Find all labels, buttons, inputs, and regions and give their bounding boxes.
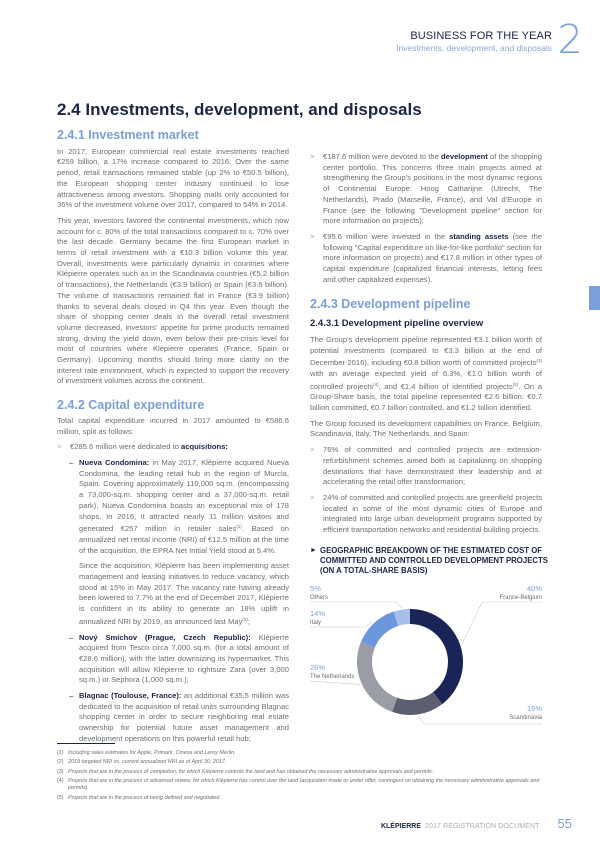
paragraph: This year, investors favored the continental investments, which now account for c. 80% of the total transactions compared to c. 70% over the last decade. Germany became the first European market in terms of retail investment with a €10.3 billion volume this year. Overall, investments were particularly dynamic in countries where Klépierre operates such as in the Scandinavia countries (€5.2 billion of transactions), the Netherlands (€3.9 billion) or Spain (€3.6 billion). The volume of transactions remained flat in France (€3.9 billion) thanks to several deals closed in Q4 this year. Even though the share of shopping center deals in the overall retail investment volume decreased, investors' appetite for prime products remained strong, driving the yield down, even below their pre-crisis level for most of countries where Klépierre operates (France, Spain or Germany). Upcoming months should bring more clarity on the interest rate environment, which is expected to support the recovery of investment volumes across the continent.	[57, 215, 289, 386]
bullet-marker: >	[57, 442, 62, 452]
bullet-development: > €187.6 million were devoted to the development of the shopping center portfolio. This concerns three main projects aimed at strengthening the Group's positions in the most dynamic regions of Continental Europe: Hoog Catharijne (Utrecht, The Netherlands), Prado (Marseille, France), and Val d'Europe in France (see the following "Development pipeline" section for more information on projects);	[310, 152, 542, 226]
donut-slice-scandinavia	[392, 692, 442, 715]
footnote-ref[interactable]: (4)	[373, 381, 379, 387]
footnote-item	[57, 750, 552, 757]
footnote-number: (4)	[57, 778, 64, 785]
footnote-number: (2)	[57, 759, 64, 766]
footer-brand: KLÉPIERRE	[380, 823, 422, 830]
footnote-item	[57, 769, 552, 776]
dash-marker: –	[69, 691, 74, 701]
bullet-greenfield-projects: > 24% of committed and controlled projects are greenfield projects located in some of the most dynamic cities of Europe and integrated into large urban development programs supported by efficient transportation networks and residential building projects.	[310, 492, 542, 535]
heading-development-pipeline: 2.4.3 Development pipeline	[310, 297, 471, 312]
footnote-ref[interactable]: (3)	[536, 358, 542, 364]
page-number: 55	[557, 816, 572, 831]
page-footer	[381, 816, 572, 831]
donut-slice-italy	[361, 612, 398, 648]
footnote-divider	[57, 743, 115, 744]
chapter-number: 2	[557, 17, 583, 63]
footer-document-title: 2017 REGISTRATION DOCUMENT	[425, 823, 540, 830]
paragraph: Total capital expenditure incurred in 2017 amounted to €586.6 million, split as follows:	[57, 415, 289, 436]
leader-line-france-belgium	[462, 602, 542, 644]
chart-title: ► GEOGRAPHIC BREAKDOWN OF THE ESTIMATED COST OF COMMITTED AND CONTROLLED DEVELOPMENT PROJECTS (ON A TOTAL-SHARE BASIS)	[310, 546, 548, 575]
bullet-marker: >	[310, 231, 315, 241]
footnote-ref[interactable]: (5)	[512, 381, 519, 387]
dash-marker: –	[69, 457, 74, 467]
bullet-marker: >	[310, 152, 315, 161]
footnote-number: (1)	[57, 750, 64, 756]
sub-bullet-nueva-condomina: – Nueva Condomina: in May 2017, Klépierre acquired Nueva Condomina, the leading retail hub in the region of Murcia, Spain. Covering approximately 110,000 sq.m. (encompassing a 73,000-sq.m. shopping center and a 37,000-sq.m. retail park), Nueva Condomina boasts an exceptional mix of 178 shops. In 2016, it attracted nearly 11 million visitors and generated €257 million in retailer sales$^{(1)}$. Based on annualized net rental income (NRI) of €12.5 million at the time of the acquisition, the EPRA Net Initial Yield stood at 5.4%.	[69, 457, 290, 555]
section-title: 2.4 Investments, development, and disposals	[57, 100, 422, 119]
footnote-item	[57, 795, 552, 802]
footnote-text: Including sales estimates for Apple, Primark, Cinesa and Leroy Merlin.	[68, 750, 236, 756]
donut-chart	[310, 584, 542, 734]
footnote-item	[57, 759, 552, 766]
footnote-text: 2019 targeted NRI vs. current annualized NRI as of April 30, 2017.	[68, 759, 227, 766]
sub-bullet-novy-smichov: – Nový Smíchov (Prague, Czech Republic): Klépierre acquired from Tesco circa 7,000 sq.m. (for a total amount of €28.6 million), with the latter downsizing its hypermarket. This acquisition will allow Klépierre to rightsize Zara (over 3,000 sq.m.) or Sephora (1,000 sq.m.);	[69, 632, 290, 685]
footnote-text: Projects that are in the process of completion, for which Klépierre controls the land and has obtained the necessary administrative approvals and permits.	[68, 768, 434, 775]
paragraph: The Group focused its development capabilities on France, Belgium, Scandinavia, Italy, The Netherlands, and Spain:	[310, 418, 542, 439]
dash-marker: –	[69, 632, 74, 642]
bullet-acquisitions: > €285.6 million were dedicated to acquisitions:	[57, 442, 228, 452]
footnote-number: (5)	[57, 794, 64, 801]
leader-line-others	[310, 602, 401, 608]
right-column	[310, 152, 542, 541]
running-header	[396, 30, 552, 53]
bullet-marker: >	[310, 445, 315, 455]
leader-line-the-netherlands	[310, 681, 360, 684]
label-italy: 14% Italy	[310, 609, 326, 626]
paragraph: In 2017, European commercial real estate investments reached €259 billion, a 17% increase compared to 2016. Over the same period, retail transactions remained stable (up 2% to €50.5 billion), the European shopping center industry continued to lose attractiveness among investors. Shopping malls only accounted for 36% of the investment volume over 2017, compared to 54% in 2014.	[57, 146, 289, 210]
sub-bullet-blagnac: – Blagnac (Toulouse, France): an additional €35.5 million was dedicated to the acquisition of retail units surrounding Blagnac shopping center in order to secure neighboring real estate ownership for potential future asset management and development operations on this powerful retail hub;	[69, 691, 289, 743]
subheading-pipeline-overview: 2.4.3.1 Development pipeline overview	[310, 318, 484, 330]
bullet-marker: >	[310, 492, 315, 502]
label-others: 5% Others	[310, 584, 329, 601]
footnote-ref[interactable]: (1)	[236, 524, 242, 530]
paragraph: Since the acquisition, Klépierre has been implementing asset management and leasing initiatives to reduce vacancy, which stood at 15% in May 2017. The vacancy rate having already been lowered to 7.7% at the end of December 2017, Klépierre is confident in its ability to generate an 18% uplift in annualized NRI by 2019, as announced last May$^{(2)}$;	[79, 561, 289, 626]
left-column	[57, 130, 289, 750]
donut-slice-france-belgium	[410, 609, 463, 704]
label-france-belgium: 40% France-Belgium	[499, 584, 542, 601]
footnotes	[57, 750, 552, 804]
footnote-text: Projects that are in the process of advanced review, for which Klépierre has control over the land (acquisition made or under offer, contingent on obtaining the necessary administrative approvals and permits).	[68, 778, 540, 792]
heading-investment-market: 2.4.1 Investment market	[57, 128, 199, 142]
chapter-tab-marker	[589, 286, 600, 310]
paragraph: The Group's development pipeline represented €3.1 billion worth of potential investments (compared to €3.3 billion at the end of December 2016), including €0.8 billion worth of committed projects$^{(3)}$ with an average expected yield of 6.3%, €1.0 billion worth of controlled projects$^{(4)}$, and €1.4 billion of identified projects$^{(5)}$. On a Group-Share basis, the total pipeline represented €2.6 billion: €0.7 billion committed, €0.7 billion controlled, and €1.2 billion identified.	[310, 334, 542, 413]
donut-chart-svg	[310, 584, 542, 734]
footnote-number: (3)	[57, 768, 64, 775]
triangle-marker-icon: ►	[310, 547, 317, 554]
bullet-standing-assets: > €95.6 million were invested in the standing assets (see the following "Capital expenditure on like-for-like portfolio" section for more information on projects) and €17.8 million in other types of capital expenditure (capitalized financial interests, letting fees and other capitalized expenses).	[310, 231, 542, 284]
footnote-ref[interactable]: (2)	[242, 616, 248, 622]
header-subtitle: Investments, development, and disposals	[396, 43, 552, 53]
label-the-netherlands: 26% The Netherlands	[310, 663, 355, 680]
donut-slice-the-netherlands	[357, 642, 397, 712]
footnote-item	[57, 778, 552, 792]
heading-capital-expenditure: 2.4.2 Capital expenditure	[57, 398, 205, 413]
label-scandinavia: 16% Scandinavia	[509, 704, 542, 721]
bullet-extension-projects: > 76% of committed and controlled projects are extension-refurbishment schemes aimed both at capitalizing on shopping destinations that have demonstrated their leadership and at accelerating the retail offer transformation;	[310, 445, 542, 487]
footnote-text: Projects that are in the process of being defined and negotiated.	[68, 794, 221, 801]
header-title: BUSINESS FOR THE YEAR	[410, 30, 552, 42]
